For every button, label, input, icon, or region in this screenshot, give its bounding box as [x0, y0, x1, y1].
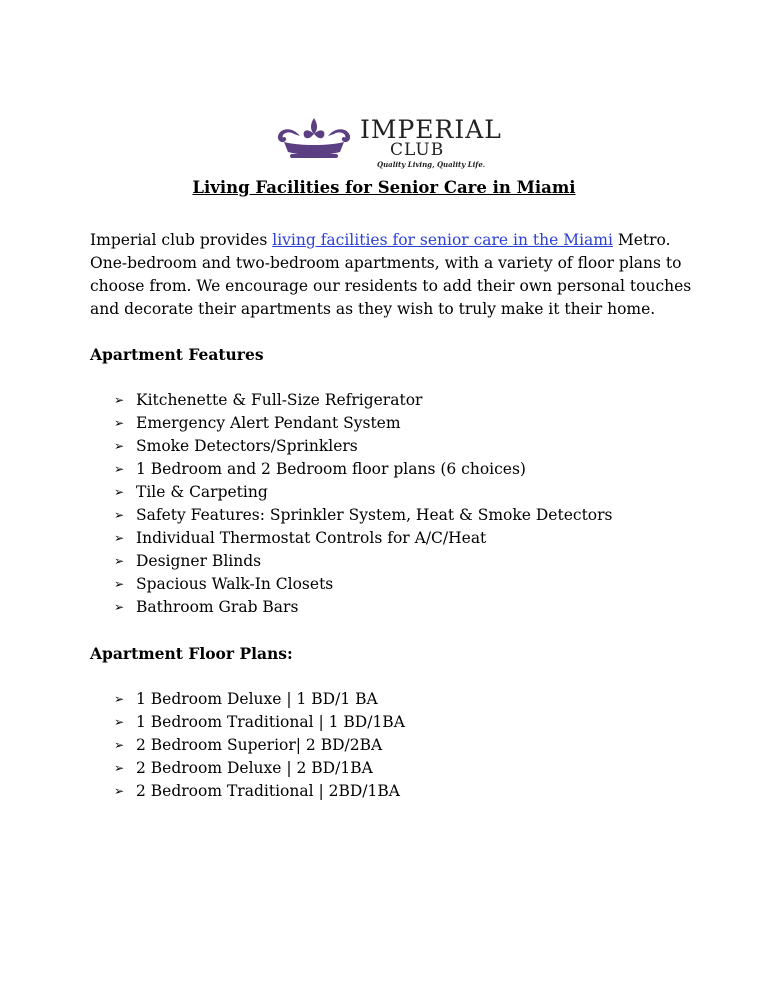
intro-line-3: choose from. We encourage our residents to add their own personal touches: [90, 277, 692, 295]
list-item: [114, 458, 613, 481]
arrow-bullet-icon: ➢: [114, 738, 125, 752]
list-item: [114, 389, 613, 412]
list-item-text: Designer Blinds: [136, 552, 262, 570]
list-item-text: Kitchenette & Full-Size Refrigerator: [136, 391, 423, 409]
list-item-text: Spacious Walk-In Closets: [136, 575, 334, 593]
list-item: [114, 596, 613, 619]
arrow-bullet-icon: ➢: [114, 531, 125, 545]
list-item-text: Smoke Detectors/Sprinklers: [136, 437, 358, 455]
list-item: [114, 527, 613, 550]
intro-line-4: and decorate their apartments as they wish to truly make it their home.: [90, 300, 656, 318]
list-item: [114, 481, 613, 504]
intro-line-1: [90, 229, 690, 252]
list-item-text: 1 Bedroom Traditional | 1 BD/1BA: [136, 713, 405, 731]
list-item: [114, 573, 613, 596]
list-item-text: Tile & Carpeting: [136, 483, 268, 501]
arrow-bullet-icon: ➢: [114, 577, 125, 591]
logo-tagline: Quality Living, Quality Life.: [377, 160, 486, 169]
list-item-text: Bathroom Grab Bars: [136, 598, 299, 616]
floor-plans-list: [114, 688, 405, 803]
list-item: [114, 688, 405, 711]
list-item-text: 2 Bedroom Traditional | 2BD/1BA: [136, 782, 400, 800]
floor-plans-heading: Apartment Floor Plans:: [90, 644, 293, 663]
arrow-bullet-icon: ➢: [114, 715, 125, 729]
intro-suffix: Metro.: [612, 231, 671, 249]
list-item-text: Emergency Alert Pendant System: [136, 414, 401, 432]
list-item-text: 1 Bedroom Deluxe | 1 BD/1 BA: [136, 690, 378, 708]
intro-line-2: One-bedroom and two-bedroom apartments, with a variety of floor plans to: [90, 254, 682, 272]
arrow-bullet-icon: ➢: [114, 692, 125, 706]
arrow-bullet-icon: ➢: [114, 554, 125, 568]
arrow-bullet-icon: ➢: [114, 600, 125, 614]
list-item-text: 2 Bedroom Superior| 2 BD/2BA: [136, 736, 383, 754]
list-item: [114, 734, 405, 757]
arrow-bullet-icon: ➢: [114, 416, 125, 430]
arrow-bullet-icon: ➢: [114, 485, 125, 499]
list-item-text: 1 Bedroom and 2 Bedroom floor plans (6 choices): [136, 460, 526, 478]
logo: [270, 112, 515, 170]
list-item: [114, 711, 405, 734]
list-item: [114, 504, 613, 527]
intro-paragraph: [90, 229, 690, 321]
senior-care-link[interactable]: living facilities for senior care in the Miami: [272, 231, 613, 249]
list-item: [114, 780, 405, 803]
list-item-text: 2 Bedroom Deluxe | 2 BD/1BA: [136, 759, 373, 777]
intro-prefix: Imperial club provides: [90, 231, 273, 249]
list-item: [114, 550, 613, 573]
page-title: Living Facilities for Senior Care in Miami: [192, 178, 576, 197]
features-list: [114, 389, 613, 619]
arrow-bullet-icon: ➢: [114, 761, 125, 775]
list-item: [114, 435, 613, 458]
features-heading: Apartment Features: [90, 345, 264, 364]
crown-icon: [270, 116, 358, 162]
arrow-bullet-icon: ➢: [114, 439, 125, 453]
list-item: [114, 412, 613, 435]
arrow-bullet-icon: ➢: [114, 462, 125, 476]
logo-wordmark-club: CLUB: [390, 140, 445, 160]
list-item: [114, 757, 405, 780]
arrow-bullet-icon: ➢: [114, 393, 125, 407]
list-item-text: Individual Thermostat Controls for A/C/Heat: [136, 529, 487, 547]
arrow-bullet-icon: ➢: [114, 508, 125, 522]
list-item-text: Safety Features: Sprinkler System, Heat & Smoke Detectors: [136, 506, 613, 524]
logo-wordmark-imperial: IMPERIAL: [360, 115, 502, 144]
arrow-bullet-icon: ➢: [114, 784, 125, 798]
